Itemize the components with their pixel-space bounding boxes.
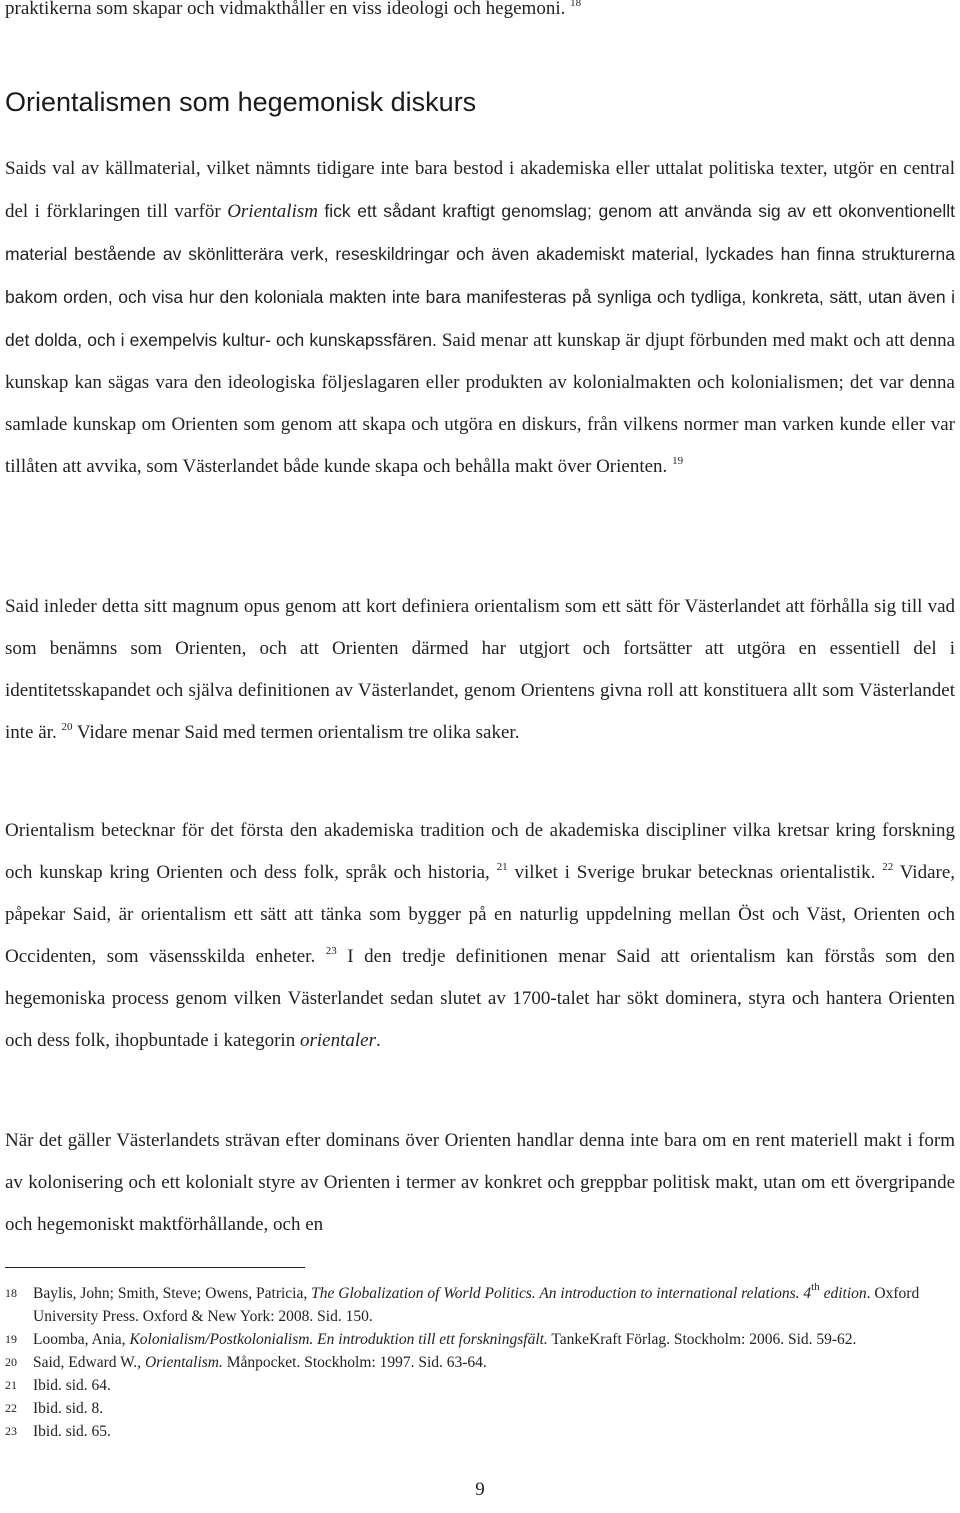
- top-line: [5, 0, 955, 30]
- footnote-text: [33, 1282, 955, 1328]
- footnote-text: Ibid. sid. 65.: [33, 1423, 111, 1440]
- footnote-number: 22: [5, 1401, 17, 1415]
- footnote-ref-22[interactable]: 22: [882, 861, 894, 873]
- footnote-ref-19[interactable]: 19: [672, 455, 684, 467]
- footnote-number: 18: [5, 1286, 17, 1300]
- p4-text: När det gäller Västerlandets strävan efter dominans över Orienten handlar denna inte bara om en rent materiell makt i form av kolonisering och ett kolonialt styre av Orienten i termer av konkret och greppbar politisk makt, utan om ett övergripande och hegemoniskt maktförhållande, och en: [5, 1130, 955, 1235]
- p3-text-b: vilket i Sverige brukar betecknas orientalistik.: [514, 862, 876, 883]
- footnote-18: [5, 1282, 955, 1328]
- footnote-author: Loomba, Ania,: [33, 1331, 126, 1348]
- paragraph-2: [5, 586, 955, 754]
- p3-text-c: Vidare, påpekar Said, är orientalism ett sätt att tänka som bygger på en naturlig uppdelning mellan Öst och Väst, Orienten och Occidenten, som väsensskilda enheter.: [5, 862, 956, 967]
- p3-text-a: Orientalism betecknar för det första den akademiska tradition och de akademiska discipliner vilka kretsar kring forskning och kunskap kring Orienten och dess folk, språk och historia,: [5, 820, 955, 883]
- footnote-edition: edition: [823, 1285, 867, 1302]
- p1-text-c: Said menar att kunskap är djupt förbunden med makt och att denna kunskap kan sägas vara den ideologiska följeslagaren eller produkten av kolonialmakten och kolonialismen; det var denna samlade kunskap om Orienten som genom att skapa och utgöra en diskurs, från vilkens normer man varken kunde eller var tillåten att avvika, som Västerlandet både kunde skapa och behålla makt över Orienten.: [5, 330, 956, 477]
- footnote-ordinal: th: [811, 1281, 820, 1293]
- footnote-text: [33, 1328, 955, 1351]
- p3-italic-term: orientaler: [299, 1030, 376, 1051]
- p2-text-a: Said inleder detta sitt magnum opus genom att kort definiera orientalism som ett sätt för Västerlandet att förhålla sig till vad som benämns som Orienten, och att Orienten därmed har utgjort och fortsätter att utgöra en essentiell del i identitetsskapandet och själva definitionen av Västerlandet, genom Orientens givna roll att konstituera allt som Västerlandet inte är.: [5, 596, 955, 743]
- page-number: 9: [475, 1479, 485, 1500]
- paragraph-4: [5, 1120, 955, 1246]
- footnote-text: Ibid. sid. 64.: [33, 1377, 111, 1394]
- paragraph-3: [5, 810, 955, 1062]
- footnote-publisher: Månpocket. Stockholm: 1997. Sid. 63-64.: [226, 1354, 487, 1371]
- paragraph-1: [5, 148, 955, 488]
- footnote-20: [5, 1351, 955, 1374]
- footnote-22: [5, 1397, 955, 1420]
- footnote-19: [5, 1328, 955, 1351]
- footnote-ref-18[interactable]: 18: [570, 0, 582, 9]
- footnote-publisher: TankeKraft Förlag. Stockholm: 2006. Sid. 59-62.: [551, 1331, 857, 1348]
- footnote-title: The Globalization of World Politics. An introduction to international relations. 4: [311, 1285, 812, 1302]
- p1-text-a: Saids val av källmaterial, vilket nämnts tidigare inte bara bestod i akademiska eller uttalat politiska texter, utgör en central del i förklaringen till varför: [5, 158, 955, 222]
- footnote-number: 23: [5, 1424, 17, 1438]
- section-heading: Orientalismen som hegemonisk diskurs: [5, 87, 477, 117]
- footnote-text: Ibid. sid. 8.: [33, 1400, 104, 1417]
- top-line-text: praktikerna som skapar och vidmakthåller en viss ideologi och hegemoni.: [5, 0, 566, 19]
- footnote-ref-20[interactable]: 20: [61, 721, 73, 733]
- footnote-21: [5, 1374, 955, 1397]
- footnote-23: [5, 1420, 955, 1443]
- footnote-divider: [5, 1267, 305, 1268]
- p3-end: .: [375, 1030, 381, 1051]
- footnote-text: [33, 1351, 955, 1374]
- footnotes-list: [5, 1282, 955, 1443]
- footnote-author: Baylis, John; Smith, Steve; Owens, Patricia,: [33, 1285, 308, 1302]
- p1-text-b: fick ett sådant kraftigt genomslag; genom att använda sig av ett okonventionellt material bestående av skönlitterära verk, reseskildringar och även akademiskt material, lyckades han finna strukturerna bakom orden, och visa hur den koloniala makten inte bara manifesteras på synliga och tydliga, konkreta, sätt, utan även i det dolda, och i exempelvis kultur- och kunskapssfären.: [5, 201, 955, 350]
- footnote-title: Kolonialism/Postkolonialism. En introduktion till ett forskningsfält.: [129, 1331, 548, 1348]
- p2-text-b: Vidare menar Said med termen orientalism tre olika saker.: [76, 722, 520, 743]
- p3-text-d: I den tredje definitionen menar Said att orientalism kan förstås som den hegemoniska process genom vilken Västerlandet sedan slutet av 1700-talet har sökt dominera, styra och hantera Orienten och dess folk, ihopbuntade i kategorin: [5, 946, 955, 1051]
- footnote-ref-23[interactable]: 23: [325, 945, 337, 957]
- footnote-publisher: . Oxford University Press. Oxford & New York: 2008. Sid. 150.: [33, 1285, 920, 1325]
- footnote-number: 19: [5, 1332, 17, 1346]
- footnote-ref-21[interactable]: 21: [496, 861, 508, 873]
- footnote-number: 20: [5, 1355, 17, 1369]
- p1-italic-title: Orientalism: [227, 201, 318, 222]
- footnote-title: Orientalism.: [144, 1354, 223, 1371]
- footnote-number: 21: [5, 1378, 17, 1392]
- footnote-author: Said, Edward W.,: [33, 1354, 142, 1371]
